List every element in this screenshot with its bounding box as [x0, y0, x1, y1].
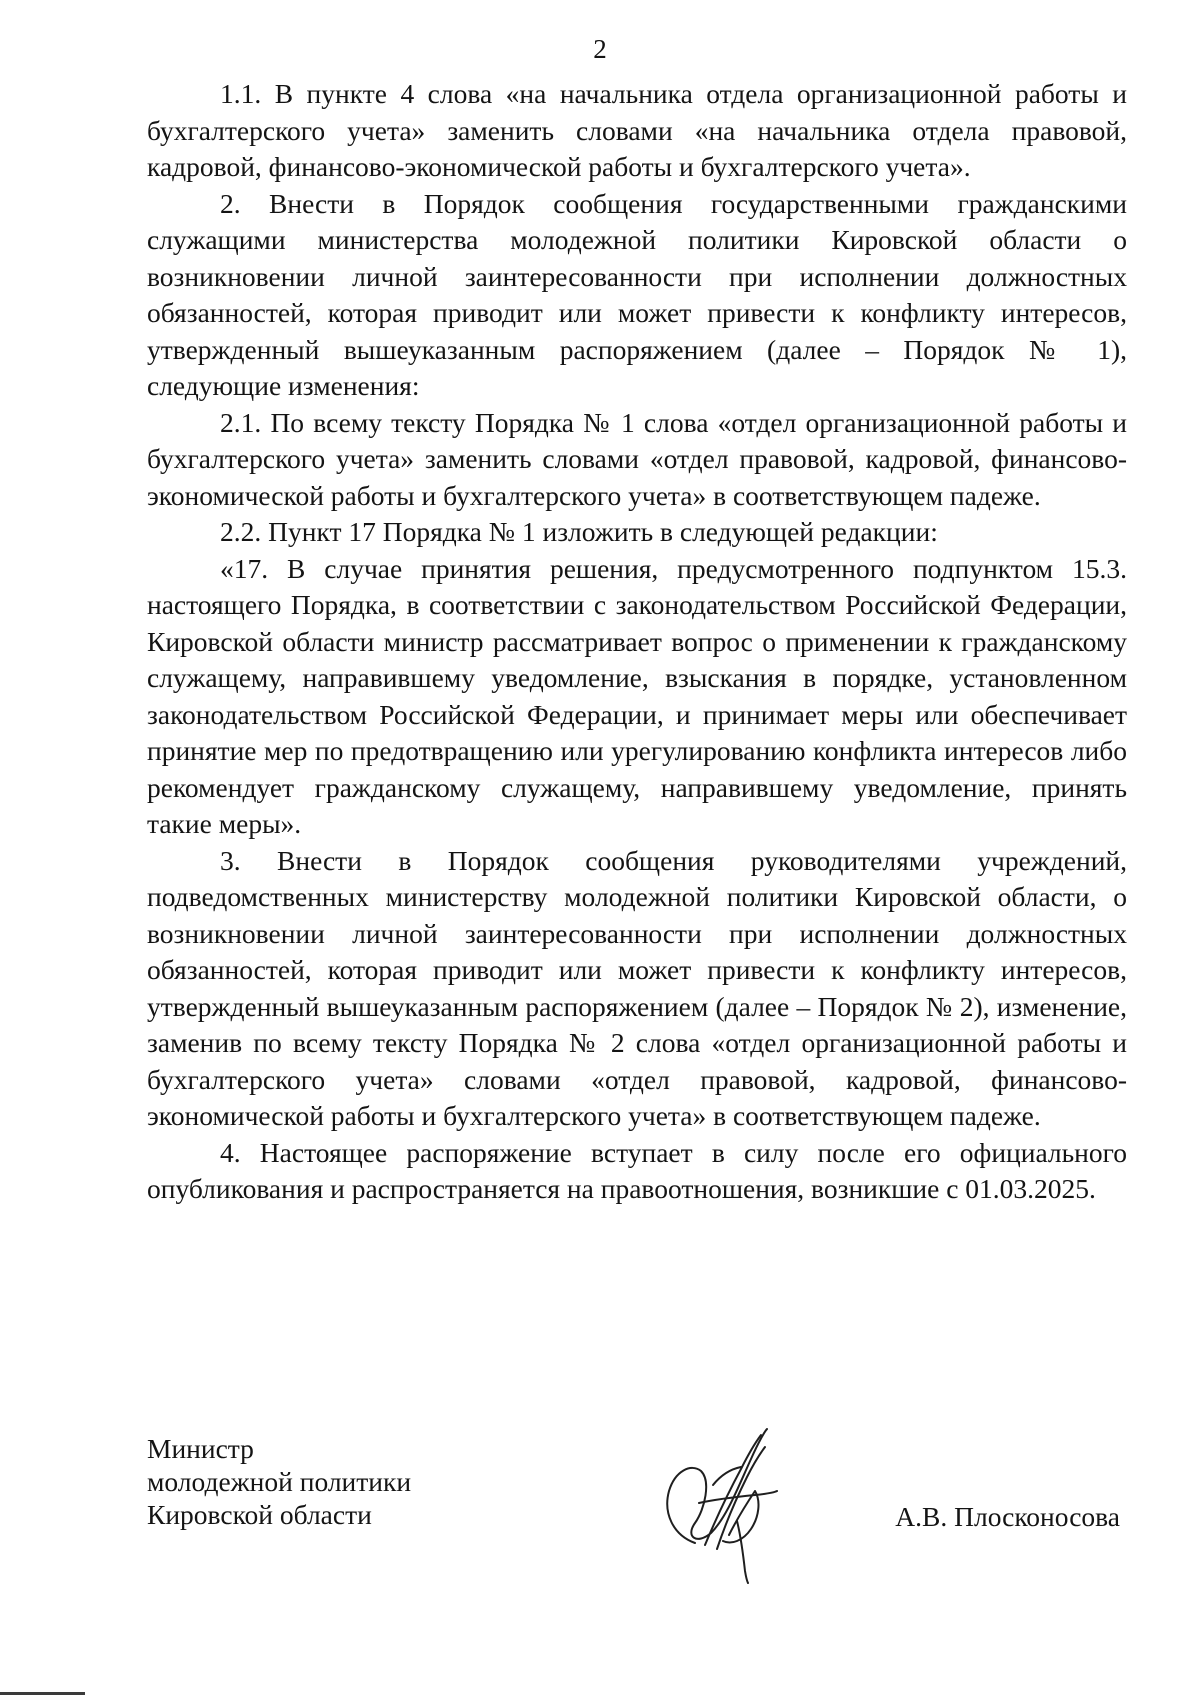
signer-name: А.В. Плосконосова: [895, 1501, 1120, 1532]
document-body: [147, 76, 1127, 1208]
paragraph-4: 4. Настоящее распоряжение вступает в силу после его официального опубликования и распространяется на правоотношения, возникшие с 01.03.2025.: [147, 1136, 1127, 1204]
handwritten-signature-icon: [655, 1425, 785, 1585]
paragraph-2: 2. Внести в Порядок сообщения государственными гражданскими служащими министерства молодежной политики Кировской области о возникновении личной заинтересованности при исполнении должностных обязанностей, которая приводит или может привести к конфликту интересов, утвержденный вышеуказанным распоряжением (далее – Порядок № 1), следующие изменения:: [147, 187, 1127, 401]
paragraph-2-2: 2.2. Пункт 17 Порядка № 1 изложить в следующей редакции:: [220, 516, 938, 547]
signer-title-block: [147, 1432, 411, 1531]
paragraph-3: 3. Внести в Порядок сообщения руководителями учреждений, подведомственных министерству молодежной политики Кировской области, о возникновении личной заинтересованности при исполнении должностных обязанностей, которая приводит или может привести к конфликту интересов, утвержденный вышеуказанным распоряжением (далее – Порядок № 2), изменение, заменив по всему тексту Порядка № 2 слова «отдел организационной работы и бухгалтерского учета» словами «отдел правовой, кадровой, финансово-экономической работы и бухгалтерского учета» в соответствующем падеже.: [147, 844, 1127, 1131]
signer-title-line: молодежной политики: [147, 1466, 412, 1497]
page-number: 2: [593, 34, 607, 64]
paragraph-2-1: 2.1. По всему тексту Порядка № 1 слова «отдел организационной работы и бухгалтерского учета» заменить словами «отдел правовой, кадровой, финансово-экономической работы и бухгалтерского учета» в соответствующем падеже.: [147, 406, 1127, 511]
paragraph-17-quote: «17. В случае принятия решения, предусмотренного подпунктом 15.3. настоящего Порядка, в соответствии с законодательством Российской Федерации, Кировской области министр рассматривает вопрос о применении к гражданскому служащему, направившему уведомление, взыскания в порядке, установленном законодательством Российской Федерации, и принимает меры или обеспечивает принятие мер по предотвращению или урегулированию конфликта интересов либо рекомендует гражданскому служащему, направившему уведомление, принять такие меры».: [147, 552, 1127, 839]
scan-edge-mark: [0, 1692, 85, 1695]
signer-title-line: Кировской области: [147, 1499, 372, 1530]
paragraph-1-1: 1.1. В пункте 4 слова «на начальника отдела организационной работы и бухгалтерского учета» заменить словами «на начальника отдела правовой, кадровой, финансово-экономической работы и бухгалтерского учета».: [147, 78, 1127, 182]
signer-title-line: Министр: [147, 1433, 254, 1464]
